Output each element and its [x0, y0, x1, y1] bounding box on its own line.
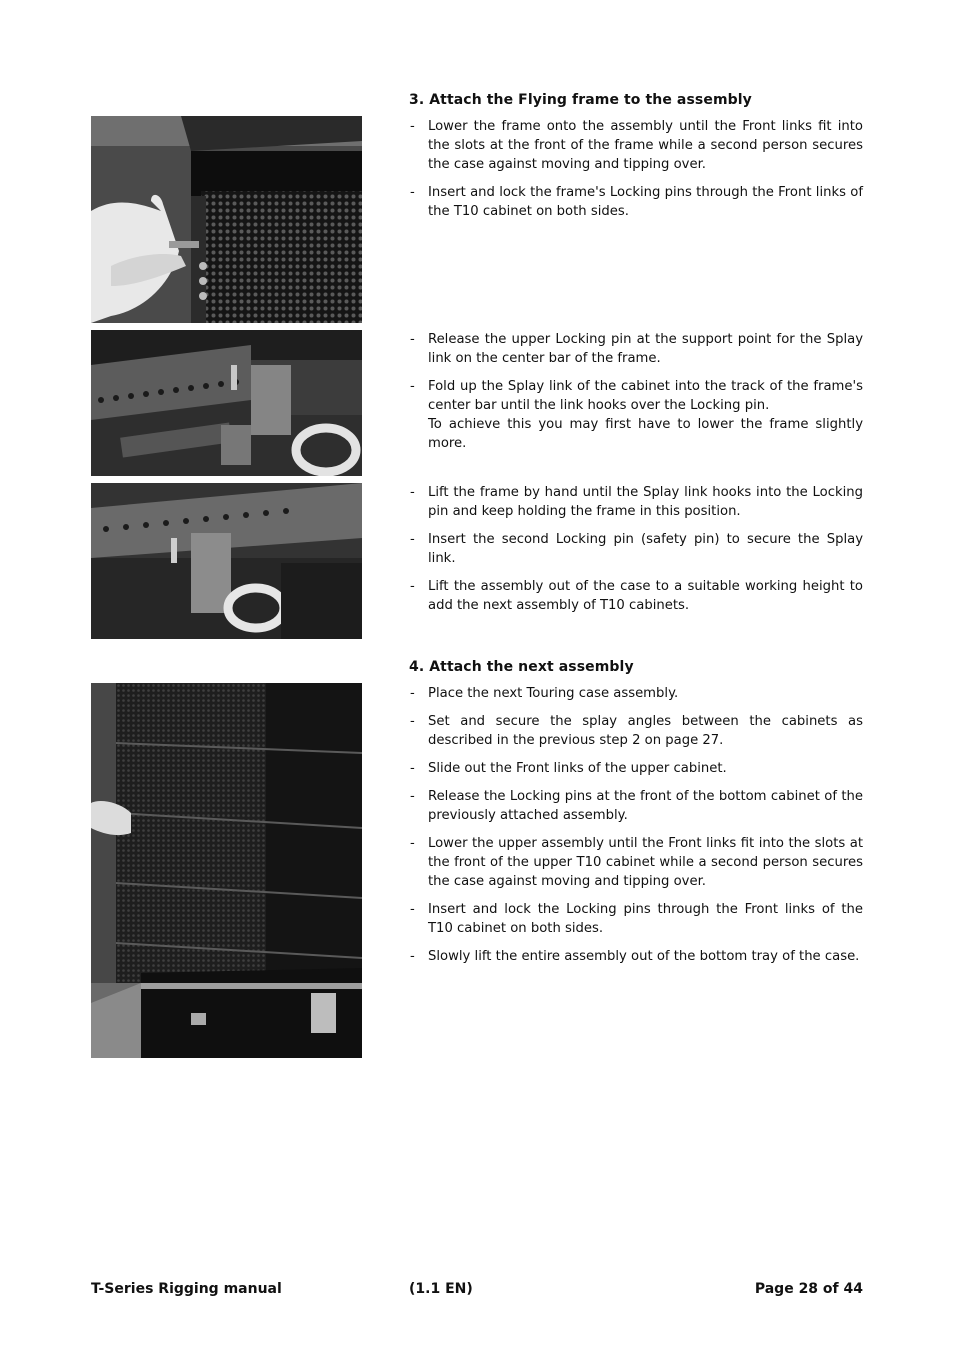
section-3-steps-group-3 [409, 483, 863, 624]
list-item: - Lift the assembly out of the case to a suitable working height to add the next assembly of T10 cabinets. [409, 577, 863, 615]
section-3-heading: 3. Attach the Flying frame to the assembly [409, 92, 752, 108]
step-text: Fold up the Splay link of the cabinet into the track of the frame's center bar until the link hooks over the Locking pin. [428, 379, 863, 413]
list-item: - Insert and lock the Locking pins through the Front links of the T10 cabinet on both sides. [409, 900, 863, 938]
list-item: - Release the Locking pins at the front of the bottom cabinet of the previously attached assembly. [409, 787, 863, 825]
photo-stacked-assembly [91, 683, 362, 1058]
section-4-heading: 4. Attach the next assembly [409, 659, 634, 675]
list-item: - Release the upper Locking pin at the support point for the Splay link on the center bar of the frame. [409, 330, 863, 368]
list-item: - Insert and lock the frame's Locking pins through the Front links of the T10 cabinet on both sides. [409, 183, 863, 221]
list-item: - Insert the second Locking pin (safety pin) to secure the Splay link. [409, 530, 863, 568]
photo-splay-link-safety-pin [91, 483, 362, 639]
list-item: - Set and secure the splay angles between the cabinets as described in the previous step 2 on page 27. [409, 712, 863, 750]
footer-version: (1.1 EN) [409, 1281, 473, 1297]
list-item: - Lower the upper assembly until the Front links fit into the slots at the front of the upper T10 cabinet while a second person secures the case against moving and tipping over. [409, 834, 863, 891]
photo-frame-locking-pin [91, 116, 362, 323]
footer-manual-title: T-Series Rigging manual [91, 1281, 282, 1297]
section-3-steps-group-2 [409, 330, 863, 462]
list-item: - Lower the frame onto the assembly until the Front links fit into the slots at the front of the frame while a second person secures the case against moving and tipping over. [409, 117, 863, 174]
section-4-steps [409, 684, 863, 975]
list-item: - Place the next Touring case assembly. [409, 684, 863, 703]
photo-splay-link-fold [91, 330, 362, 476]
list-item: - Lift the frame by hand until the Splay link hooks into the Locking pin and keep holding the frame in this position. [409, 483, 863, 521]
section-3-steps-group-1 [409, 117, 863, 230]
step-note: To achieve this you may first have to lower the frame slightly more. [428, 417, 863, 451]
list-item: - Slide out the Front links of the upper cabinet. [409, 759, 863, 778]
list-item [409, 377, 863, 453]
footer-page-number: Page 28 of 44 [754, 1281, 863, 1297]
list-item: - Slowly lift the entire assembly out of the bottom tray of the case. [409, 947, 863, 966]
